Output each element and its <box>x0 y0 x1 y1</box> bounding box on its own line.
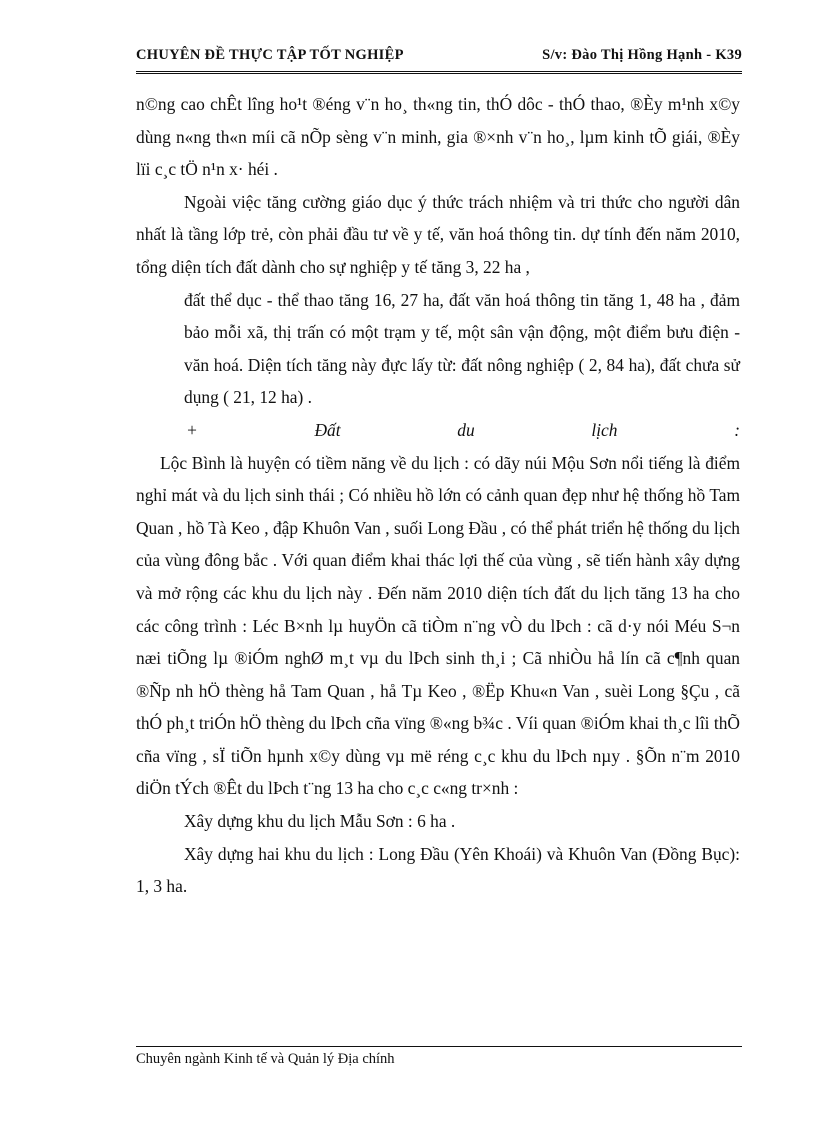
paragraph-2: Ngoài việc tăng cường giáo dục ý thức trách nhiệm và tri thức cho người dân nhất là tầng lớp trẻ, còn phải đầu tư về y tế, văn hoá thông tin. dự tính đến năm 2010, tổng diện tích đất dành cho sự nghiệp y tế tăng 3, 22 ha , <box>136 191 740 277</box>
body-text <box>136 88 740 903</box>
paragraph-4: Lộc Bình là huyện có tiềm năng về du lịch : có dãy núi Mộu Sơn nổi tiếng là điểm nghỉ mát và du lịch sinh thái ; Có nhiều hồ lớn có cảnh quan đẹp như hệ thống hồ Tam Quan , hồ Tà Keo , đập Khuôn Van , suối Long Đầu , có thể phát triển hệ thống du lịch của vùng đông bắc . Với quan điểm khai thác lợi thế của vùng , sẽ tiến hành xây dựng và mở rộng các khu du lịch này . Đến năm 2010 diện tích đất du lịch tăng 13 ha cho các công trình : Léc B×nh lµ huyÖn cã tiÒm n¨ng vÒ du lÞch : cã d·y nói Méu S¬n næi tiÕng lµ ®iÓm nghØ m¸t vµ du lÞch sinh th¸i ; Cã nhiÒu hå lín cã c¶nh quan ®Ñp nh hÖ thèng hå Tam Quan , hå Tµ Keo , ®Ëp Khu«n Van , suèi Long §Çu , cã thÓ ph¸t triÓn hÖ thèng du lÞch cña vïng ®«ng b¾c . Víi quan ®iÓm khai th¸c lîi thÕ cña vïng , sÏ tiÕn hµnh x©y dùng vµ më réng c¸c khu du lÞch nµy . §Õn n¨m 2010 diÖn tÝch ®Êt du lÞch t¨ng 13 ha cho c¸c c«ng tr×nh : <box>136 452 740 799</box>
page-footer: Chuyên ngành Kinh tế và Quản lý Địa chính <box>136 1051 395 1067</box>
header-rule <box>136 71 742 74</box>
paragraph-5: Xây dựng khu du lịch Mẫu Sơn : 6 ha . <box>184 811 456 832</box>
heading-colon: : <box>734 419 740 440</box>
page-header <box>136 47 742 71</box>
header-title: CHUYÊN ĐỀ THỰC TẬP TỐT NGHIỆP <box>136 47 404 63</box>
paragraph-3: đất thể dục - thể thao tăng 16, 27 ha, đất văn hoá thông tin tăng 1, 48 ha , đảm bảo mỗi xã, thị trấn có một trạm y tế, một sân vận động, một điểm bưu điện - văn hoá. Diện tích tăng này đực lấy từ: đất nông nghiệp ( 2, 84 ha), đất chưa sử dụng ( 21, 12 ha) . <box>184 289 740 408</box>
header-author: S/v: Đào Thị Hồng Hạnh - K39 <box>542 47 742 63</box>
heading-word-dat: Đất <box>314 419 341 440</box>
footer-rule <box>136 1046 742 1047</box>
heading-plus: + <box>186 419 198 440</box>
heading-word-du: du <box>457 419 475 440</box>
paragraph-6: Xây dựng hai khu du lịch : Long Đầu (Yên Khoái) và Khuôn Van (Đồng Bục): 1, 3 ha. <box>136 843 740 897</box>
paragraph-1: n©ng cao chÊt lîng ho¹t ®éng v¨n ho¸ th«ng tin, thÓ dôc - thÓ thao, ®Èy m¹nh x©y dùng n«ng th«n míi cã nÕp sèng v¨n minh, gia ®×nh v¨n ho¸, lµm kinh tÕ giái, ®Èy lïi c¸c tÖ n¹n x· héi . <box>136 94 740 180</box>
heading-word-lich: lịch <box>591 419 618 440</box>
section-heading-tourism-land <box>136 414 740 447</box>
